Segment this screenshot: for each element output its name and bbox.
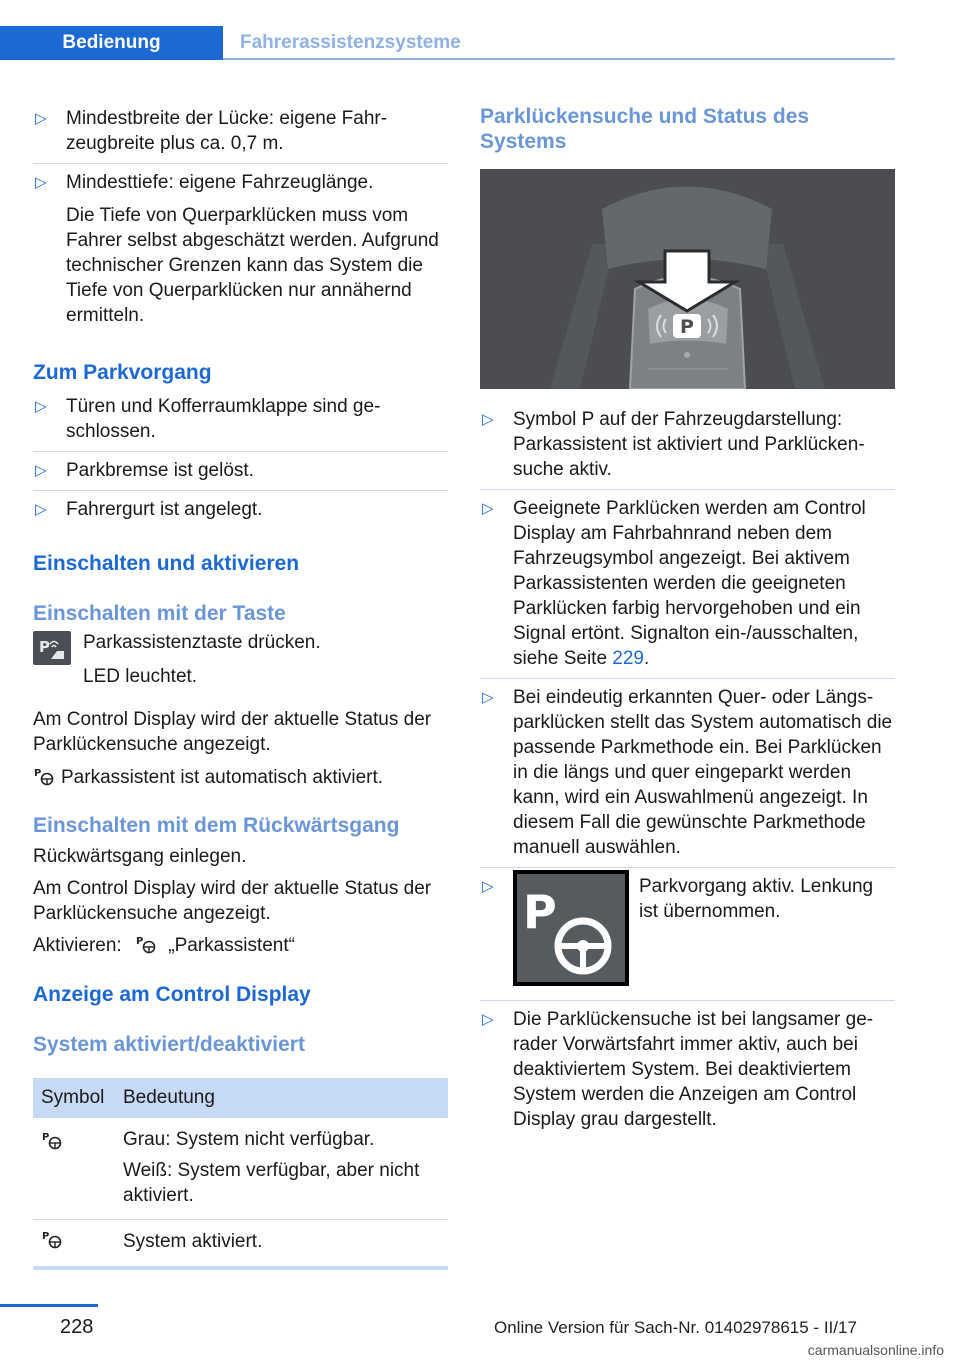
figure-p-label: P xyxy=(680,316,694,338)
table-header-symbol: Symbol xyxy=(33,1078,123,1118)
header-divider xyxy=(223,58,895,60)
table-header-bedeutung: Bedeutung xyxy=(123,1078,448,1118)
parkassistent-menu-item: „Parkassistent“ xyxy=(168,935,295,956)
right-column xyxy=(480,104,895,1139)
table-row xyxy=(33,1220,448,1269)
park-assist-button-icon xyxy=(33,631,71,665)
parkvorgang-list xyxy=(33,388,448,529)
rueck-text-1: Rückwärtsgang einlegen. xyxy=(33,846,247,867)
heading-rueckwaertsgang: Einschalten mit dem Rückwärtsgang xyxy=(33,814,400,837)
auto-activated-text: P Parkassistent ist automatisch aktiviert. xyxy=(34,767,384,788)
list-item: ▷ Bei eindeutig erkannten Quer- oder Längsparklücken stellt das System automatisch die passende Parkmethode ein. Bei Parklücken in die längs und quer eingeparkt werden kann, wird ein Auswahlmenü angezeigt. In diesem Fall die gewünschte Parkmethode manuell auswählen. xyxy=(480,679,895,868)
intro-list xyxy=(33,100,448,340)
status-grey-text: Grau: System nicht verfügbar. xyxy=(123,1129,375,1150)
heading-taste: Einschalten mit der Taste xyxy=(33,602,286,625)
list-item: ▷ Parkbremse ist gelöst. xyxy=(33,452,448,491)
vehicle-display-image xyxy=(480,169,895,389)
page-link-229[interactable]: 229 xyxy=(612,648,644,669)
triangle-bullet-icon: ▷ xyxy=(482,500,494,517)
heading-einschalten: Einschalten und aktivieren xyxy=(33,552,300,575)
park-assist-symbol-icon xyxy=(33,766,55,786)
triangle-bullet-icon: ▷ xyxy=(35,462,47,479)
section-tab-fahrerassistenz[interactable]: Fahrerassistenzsysteme xyxy=(240,32,461,53)
park-assist-grey-icon xyxy=(41,1130,63,1150)
section-tab-bedienung[interactable]: Bedienung xyxy=(0,26,223,60)
taste-line-2: LED leuchtet. xyxy=(83,666,198,687)
page-header xyxy=(0,26,895,62)
heading-system-status: System aktiviert/deaktiviert xyxy=(33,1033,305,1056)
status-active-text: System aktiviert. xyxy=(123,1220,448,1269)
watermark: carmanualsonline.info xyxy=(807,1342,944,1358)
list-item: ▷ Symbol P auf der Fahrzeugdarstellung: Parkassistent ist aktiviert und Parklückensuche aktiv. xyxy=(480,401,895,490)
svg-text:P: P xyxy=(523,885,557,939)
list-item: ▷ P Parkvorgang aktiv. Lenkung ist übernommen. xyxy=(480,868,895,1001)
list-item: ▷ Die Parklückensuche ist bei langsamer gerader Vorwärtsfahrt immer aktiv, auch bei deaktiviertem System. Bei deaktiviertem System werden die Anzeigen am Control Display grau dargestellt. xyxy=(482,1009,874,1130)
triangle-bullet-icon: ▷ xyxy=(482,689,494,706)
car-top-view-illustration xyxy=(480,169,895,389)
park-assist-symbol-icon xyxy=(135,934,157,954)
list-item: ▷ Geeignete Parklücken werden am Control Display am Fahrbahnrand neben dem Fahrzeugsymbol angezeigt. Bei aktivem Parkassistenten werden die geeigneten Parklücken farbig hervorgehoben und ein Signal ertönt. Signalton ein-/ausschalten, siehe Seite 229. xyxy=(480,490,895,679)
list-item: ▷ Fahrergurt ist angelegt. xyxy=(35,499,263,520)
svg-text:P: P xyxy=(42,1231,50,1242)
triangle-bullet-icon: ▷ xyxy=(35,174,47,191)
list-item: ▷ Türen und Kofferraumklappe sind geschlossen. xyxy=(33,388,448,452)
table-row xyxy=(33,1118,448,1220)
svg-text:P: P xyxy=(39,638,50,656)
triangle-bullet-icon: ▷ xyxy=(35,398,47,415)
list-item: ▷ Mindesttiefe: eigene Fahrzeuglänge. Die Tiefe von Querparklücken muss vom Fahrer selbst abgeschätzt werden. Aufgrund technischer Grenzen kann das System die Tiefe von Querparklücken nur annähernd ermitteln. xyxy=(33,164,448,340)
triangle-bullet-icon: ▷ xyxy=(482,411,494,428)
taste-line-1: Parkassistenztaste drücken. xyxy=(83,632,321,653)
svg-text:P: P xyxy=(135,936,144,947)
online-version-text: Online Version für Sach-Nr. 01402978615 - II/17 xyxy=(494,1318,857,1337)
page-number: 228 xyxy=(60,1316,94,1338)
status-white-text: Weiß: System verfügbar, aber nicht aktiviert. xyxy=(123,1160,420,1206)
symbol-table xyxy=(33,1078,448,1270)
taste-instruction xyxy=(33,627,448,689)
triangle-bullet-icon: ▷ xyxy=(35,110,47,127)
triangle-bullet-icon: ▷ xyxy=(482,878,494,895)
triangle-bullet-icon: ▷ xyxy=(35,501,47,518)
svg-text:P: P xyxy=(34,768,42,779)
depth-note: Die Tiefe von Querparklücken muss vom Fahrer selbst abgeschätzt werden. Aufgrund technischer Grenzen kann das System die Tiefe von Querparklücken nur annähernd ermitteln. xyxy=(66,205,439,326)
triangle-bullet-icon: ▷ xyxy=(482,1011,494,1028)
status-text: Am Control Display wird der aktuelle Status der Parklückensuche angezeigt. xyxy=(33,709,432,755)
heading-anzeige: Anzeige am Control Display xyxy=(33,983,311,1006)
svg-text:P: P xyxy=(42,1132,50,1143)
park-assist-active-icon xyxy=(41,1229,63,1249)
heading-parkvorgang: Zum Parkvorgang xyxy=(33,361,212,384)
left-column xyxy=(33,100,448,1270)
steering-active-icon xyxy=(513,870,629,986)
footer-divider xyxy=(0,1304,98,1307)
heading-parklueckensuche: Parklückensuche und Status des Systems xyxy=(480,105,810,153)
aktivieren-row: Aktivieren: P „Parkassistent“ xyxy=(33,935,295,956)
status-list xyxy=(480,401,895,1139)
list-item: ▷ Mindestbreite der Lücke: eigene Fahrzeugbreite plus ca. 0,7 m. xyxy=(33,100,448,164)
rueck-text-2: Am Control Display wird der aktuelle Status der Parklückensuche angezeigt. xyxy=(33,878,432,924)
